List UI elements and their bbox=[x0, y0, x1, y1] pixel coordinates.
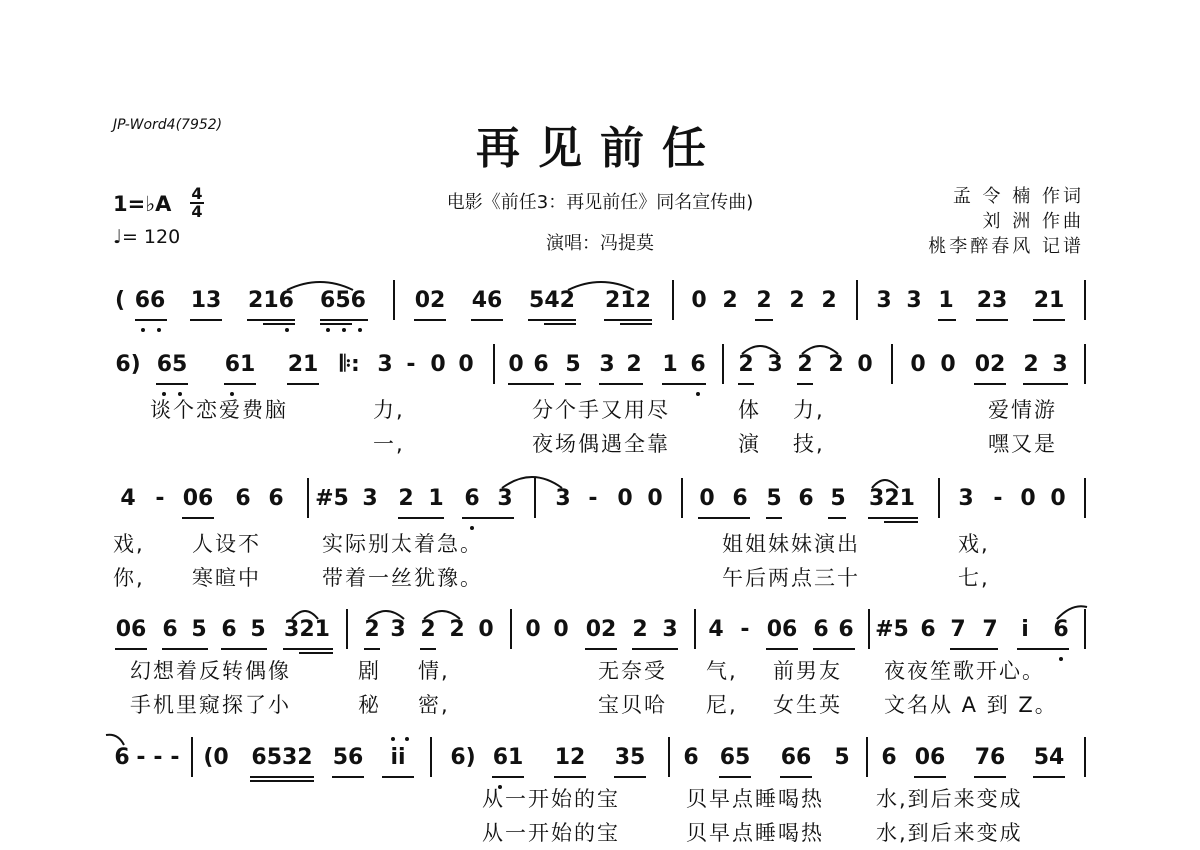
lyric-line-1: 分个手又用尽 bbox=[532, 398, 670, 422]
note-token: 4 bbox=[120, 486, 136, 511]
barline bbox=[430, 737, 432, 777]
lyric-line-2: 从一开始的宝 bbox=[482, 821, 620, 845]
note-token: 6 bbox=[162, 617, 178, 642]
subtitle: 电影《前任3：再见前任》同名宣传曲) bbox=[446, 192, 754, 213]
note-token: 321 bbox=[869, 486, 915, 511]
lyric-line-1: 前男友 bbox=[773, 659, 842, 683]
note-token: 3 bbox=[555, 486, 571, 511]
underline bbox=[332, 776, 364, 778]
barline bbox=[722, 344, 724, 384]
barline bbox=[668, 737, 670, 777]
note-token: 6) bbox=[450, 745, 476, 770]
underline bbox=[938, 319, 956, 321]
underline bbox=[662, 383, 706, 385]
lyric-line-2: 贝早点睡喝热 bbox=[686, 821, 824, 845]
underline bbox=[599, 383, 643, 385]
lyric-line-2: 带着一丝犹豫。 bbox=[322, 566, 483, 590]
underline bbox=[766, 648, 798, 650]
note-token: ( bbox=[114, 288, 126, 313]
lyric-line-1: 谈个恋爱费脑 bbox=[150, 398, 288, 422]
underline bbox=[554, 776, 586, 778]
underline bbox=[585, 648, 617, 650]
underline bbox=[1017, 648, 1069, 650]
lyric-line-1: 夜夜笙歌开心。 bbox=[884, 659, 1045, 683]
low-octave-dot bbox=[342, 328, 346, 332]
underline bbox=[766, 517, 782, 519]
note-token: 2 bbox=[632, 617, 648, 642]
note-token: 2 bbox=[828, 352, 844, 377]
lyricist-credit: 孟 令 楠 作词 bbox=[952, 186, 1084, 207]
lyric-line-2: 技, bbox=[793, 432, 825, 456]
note-token: 61 bbox=[224, 352, 256, 377]
note-token: 0 bbox=[508, 352, 524, 377]
note-token: 13 bbox=[190, 288, 222, 313]
time-signature bbox=[190, 186, 204, 220]
note-token: - bbox=[993, 486, 1003, 511]
note-token: 21 bbox=[1033, 288, 1065, 313]
underline bbox=[813, 648, 855, 650]
barline bbox=[346, 609, 348, 649]
time-top: 4 bbox=[191, 184, 203, 203]
note-token: 2 bbox=[449, 617, 465, 642]
low-octave-dot bbox=[326, 328, 330, 332]
lyric-line-2: 嘿又是 bbox=[988, 432, 1057, 456]
tie-slur bbox=[285, 278, 355, 292]
note-token: 3 bbox=[958, 486, 974, 511]
lyric-line-2: 密, bbox=[418, 693, 450, 717]
lyric-line-2: 演 bbox=[738, 432, 761, 456]
note-token: - bbox=[155, 486, 165, 511]
repeat-sign: 𝄆: bbox=[340, 352, 360, 377]
underline bbox=[471, 319, 503, 321]
note-token: 06 bbox=[914, 745, 946, 770]
note-token: 06 bbox=[182, 486, 214, 511]
barline bbox=[681, 478, 683, 518]
note-token: 02 bbox=[414, 288, 446, 313]
barline bbox=[694, 609, 696, 649]
note-token: (0 bbox=[203, 745, 229, 770]
underline bbox=[828, 517, 846, 519]
barline bbox=[938, 478, 940, 518]
note-token: 0 bbox=[940, 352, 956, 377]
underline bbox=[614, 776, 646, 778]
lyric-line-2: 七, bbox=[958, 566, 990, 590]
note-token: 2 bbox=[821, 288, 837, 313]
note-token: 1 bbox=[662, 352, 678, 377]
note-token: 2 bbox=[789, 288, 805, 313]
note-token: 2 bbox=[722, 288, 738, 313]
note-token: 5 bbox=[766, 486, 782, 511]
underline bbox=[398, 517, 444, 519]
singer: 演唱：冯提莫 bbox=[546, 233, 654, 254]
note-token: 6 bbox=[920, 617, 936, 642]
note-token: - bbox=[740, 617, 750, 642]
underline bbox=[974, 383, 1006, 385]
lyric-line-2: 水,到后来变成 bbox=[876, 821, 1023, 845]
note-token: 212 bbox=[605, 288, 651, 313]
underline bbox=[135, 319, 167, 321]
lyric-line-1: 气, bbox=[706, 659, 738, 683]
note-token: 0 bbox=[430, 352, 446, 377]
note-token: 76 bbox=[974, 745, 1006, 770]
underline bbox=[320, 323, 352, 325]
lyric-line-1: 剧 bbox=[358, 659, 381, 683]
note-token: - bbox=[406, 352, 416, 377]
tie-slur bbox=[500, 472, 564, 490]
underline bbox=[115, 648, 147, 650]
note-token: 0 bbox=[553, 617, 569, 642]
underline bbox=[544, 323, 576, 325]
note-token: 66 bbox=[134, 288, 166, 313]
underline bbox=[738, 383, 754, 385]
underline bbox=[884, 521, 918, 523]
note-token: 321 bbox=[284, 617, 330, 642]
lyric-line-2: 尼, bbox=[706, 693, 738, 717]
source-tag: JP-Word4(7952) bbox=[113, 117, 223, 133]
lyric-line-1: 水,到后来变成 bbox=[876, 787, 1023, 811]
underline bbox=[974, 776, 1006, 778]
note-token: 6) bbox=[115, 352, 141, 377]
underline bbox=[364, 648, 380, 650]
underline bbox=[914, 776, 946, 778]
underline bbox=[156, 383, 188, 385]
note-token: 0 bbox=[478, 617, 494, 642]
composer-credit: 刘 洲 作曲 bbox=[982, 211, 1084, 232]
lyric-line-1: 贝早点睡喝热 bbox=[686, 787, 824, 811]
underline bbox=[320, 319, 368, 321]
note-token: 4 bbox=[708, 617, 724, 642]
tie-slur bbox=[740, 342, 780, 356]
note-token: 2 bbox=[364, 617, 380, 642]
note-token: 656 bbox=[320, 288, 366, 313]
lyric-line-1: 从一开始的宝 bbox=[482, 787, 620, 811]
lyric-line-2: 午后两点三十 bbox=[722, 566, 860, 590]
note-token: 542 bbox=[529, 288, 575, 313]
tie-slur bbox=[870, 476, 900, 490]
lyric-line-2: 你, bbox=[113, 566, 145, 590]
note-token: 2 bbox=[1023, 352, 1039, 377]
note-token: 56 bbox=[332, 745, 364, 770]
note-token: 5 bbox=[565, 352, 581, 377]
tie-slur bbox=[1055, 607, 1089, 621]
underline bbox=[162, 648, 208, 650]
tempo-marking: ♩= 120 bbox=[113, 226, 181, 248]
note-token: 61 bbox=[492, 745, 524, 770]
lyric-line-2: 夜场偶遇全靠 bbox=[532, 432, 670, 456]
lyric-line-2: 宝贝哈 bbox=[598, 693, 667, 717]
underline bbox=[698, 517, 750, 519]
note-token: 6 bbox=[690, 352, 706, 377]
high-octave-dot bbox=[391, 737, 395, 741]
note-token: 7 bbox=[950, 617, 966, 642]
key-signature: 1=♭A bbox=[113, 192, 172, 216]
tie-slur bbox=[566, 278, 636, 292]
lyric-line-1: 无奈受 bbox=[598, 659, 667, 683]
note-token: 2 bbox=[420, 617, 436, 642]
underline bbox=[263, 323, 295, 325]
underline bbox=[283, 648, 333, 650]
note-token: 6 bbox=[813, 617, 829, 642]
underline bbox=[508, 383, 554, 385]
underline bbox=[780, 776, 812, 778]
low-octave-dot bbox=[141, 328, 145, 332]
transcriber-credit: 桃李醉春风 记谱 bbox=[928, 236, 1084, 257]
lyric-line-2: 秘 bbox=[358, 693, 381, 717]
note-token: 23 bbox=[976, 288, 1008, 313]
note-token: 6 bbox=[464, 486, 480, 511]
barline bbox=[393, 280, 395, 320]
note-token: 6 bbox=[1053, 617, 1069, 642]
lyric-line-1: 情, bbox=[418, 659, 450, 683]
note-token: 65 bbox=[156, 352, 188, 377]
lyric-line-1: 戏, bbox=[958, 532, 990, 556]
barline bbox=[1084, 344, 1086, 384]
barline bbox=[866, 737, 868, 777]
barline bbox=[493, 344, 495, 384]
tie-slur bbox=[800, 342, 840, 356]
underline bbox=[1023, 383, 1068, 385]
note-token: 3 bbox=[377, 352, 393, 377]
underline bbox=[247, 319, 295, 321]
barline bbox=[307, 478, 309, 518]
system-5 bbox=[0, 745, 1200, 845]
underline bbox=[632, 648, 678, 650]
song-title: 再见前任 bbox=[476, 123, 724, 174]
note-token: 2 bbox=[756, 288, 772, 313]
note-token: 3 bbox=[599, 352, 615, 377]
underline bbox=[620, 323, 652, 325]
underline bbox=[221, 648, 267, 650]
note-token: 6 bbox=[533, 352, 549, 377]
lyric-line-2: 文名从 A 到 Z。 bbox=[884, 693, 1058, 717]
note-token: 2 bbox=[797, 352, 813, 377]
note-token: 0 bbox=[1050, 486, 1066, 511]
underline bbox=[1033, 776, 1065, 778]
low-octave-dot bbox=[696, 392, 700, 396]
note-token: 54 bbox=[1033, 745, 1065, 770]
lyric-line-1: 体 bbox=[738, 398, 761, 422]
note-token: 3 bbox=[767, 352, 783, 377]
note-token: 3 bbox=[390, 617, 406, 642]
lyric-line-1: 实际别太着急。 bbox=[322, 532, 483, 556]
note-token: 2 bbox=[738, 352, 754, 377]
note-token: 66 bbox=[780, 745, 812, 770]
tie-slur bbox=[422, 607, 462, 621]
underline bbox=[755, 319, 773, 321]
lyric-line-1: 力, bbox=[793, 398, 825, 422]
underline bbox=[1033, 319, 1065, 321]
barline bbox=[1084, 478, 1086, 518]
underline bbox=[190, 319, 222, 321]
note-token: #5 bbox=[315, 486, 349, 511]
note-token: 6 bbox=[798, 486, 814, 511]
tie-slur bbox=[290, 607, 320, 621]
note-token: 6 bbox=[838, 617, 854, 642]
note-token: 46 bbox=[471, 288, 503, 313]
barline bbox=[672, 280, 674, 320]
lyric-line-1: 戏, bbox=[113, 532, 145, 556]
note-token: 12 bbox=[554, 745, 586, 770]
note-token: - bbox=[588, 486, 598, 511]
note-token: 3 bbox=[362, 486, 378, 511]
underline bbox=[565, 383, 581, 385]
note-token: 0 bbox=[617, 486, 633, 511]
lyric-line-2: 手机里窥探了小 bbox=[130, 693, 291, 717]
low-octave-dot bbox=[1059, 657, 1063, 661]
note-token: 6532 bbox=[251, 745, 313, 770]
underline bbox=[719, 776, 751, 778]
note-token: ii bbox=[390, 745, 406, 770]
system-4 bbox=[0, 617, 1200, 717]
underline bbox=[604, 319, 652, 321]
note-token: 5 bbox=[191, 617, 207, 642]
lyric-line-1: 力, bbox=[373, 398, 405, 422]
note-token: 0 bbox=[691, 288, 707, 313]
note-token: 02 bbox=[585, 617, 617, 642]
lyric-line-1: 人设不 bbox=[192, 532, 261, 556]
note-token: 6 bbox=[114, 745, 130, 770]
underline bbox=[528, 319, 576, 321]
underline bbox=[299, 652, 333, 654]
underline bbox=[420, 648, 436, 650]
system-3 bbox=[0, 486, 1200, 590]
note-token: 0 bbox=[525, 617, 541, 642]
note-token: 6 bbox=[235, 486, 251, 511]
underline bbox=[182, 517, 214, 519]
note-token: 2 bbox=[398, 486, 414, 511]
lyric-line-1: 姐姐妹妹演出 bbox=[722, 532, 860, 556]
note-token: - bbox=[170, 745, 180, 770]
underline bbox=[868, 517, 918, 519]
note-token: 35 bbox=[614, 745, 646, 770]
note-token: 06 bbox=[115, 617, 147, 642]
note-token: 06 bbox=[766, 617, 798, 642]
note-token: #5 bbox=[875, 617, 909, 642]
low-octave-dot bbox=[157, 328, 161, 332]
system-2 bbox=[0, 352, 1200, 456]
underline bbox=[950, 648, 998, 650]
note-token: 6 bbox=[683, 745, 699, 770]
underline bbox=[462, 517, 514, 519]
underline bbox=[797, 383, 813, 385]
system-1 bbox=[0, 288, 1200, 334]
note-token: 0 bbox=[699, 486, 715, 511]
note-token: 3 bbox=[906, 288, 922, 313]
underline bbox=[250, 780, 314, 782]
note-token: 02 bbox=[974, 352, 1006, 377]
note-token: - bbox=[153, 745, 163, 770]
note-token: 3 bbox=[1052, 352, 1068, 377]
note-token: 5 bbox=[830, 486, 846, 511]
note-token: 1 bbox=[938, 288, 954, 313]
note-token: - bbox=[136, 745, 146, 770]
barline bbox=[191, 737, 193, 777]
note-token: i bbox=[1021, 617, 1029, 642]
underline bbox=[414, 319, 446, 321]
lyric-line-2: 寒暄中 bbox=[192, 566, 261, 590]
note-token: 6 bbox=[268, 486, 284, 511]
barline bbox=[856, 280, 858, 320]
barline bbox=[1084, 737, 1086, 777]
barline bbox=[1084, 280, 1086, 320]
note-token: 3 bbox=[497, 486, 513, 511]
note-token: 2 bbox=[626, 352, 642, 377]
note-token: 0 bbox=[910, 352, 926, 377]
note-token: 3 bbox=[662, 617, 678, 642]
low-octave-dot bbox=[285, 328, 289, 332]
note-token: 3 bbox=[876, 288, 892, 313]
underline bbox=[382, 776, 414, 778]
note-token: 5 bbox=[250, 617, 266, 642]
note-token: 0 bbox=[1020, 486, 1036, 511]
tie-slur bbox=[366, 607, 406, 621]
underline bbox=[250, 776, 314, 778]
underline bbox=[224, 383, 256, 385]
underline bbox=[287, 383, 319, 385]
lyric-line-2: 女生英 bbox=[773, 693, 842, 717]
note-token: 0 bbox=[857, 352, 873, 377]
note-token: 0 bbox=[458, 352, 474, 377]
note-token: 6 bbox=[221, 617, 237, 642]
underline bbox=[976, 319, 1008, 321]
note-token: 5 bbox=[834, 745, 850, 770]
barline bbox=[891, 344, 893, 384]
underline bbox=[492, 776, 524, 778]
note-token: 216 bbox=[248, 288, 294, 313]
lyric-line-1: 爱情游 bbox=[988, 398, 1057, 422]
high-octave-dot bbox=[405, 737, 409, 741]
time-bottom: 4 bbox=[191, 202, 203, 221]
barline bbox=[868, 609, 870, 649]
note-token: 7 bbox=[982, 617, 998, 642]
note-token: 6 bbox=[732, 486, 748, 511]
note-token: 6 bbox=[881, 745, 897, 770]
lyric-line-1: 幻想着反转偶像 bbox=[130, 659, 291, 683]
lyric-line-2: 一, bbox=[373, 432, 405, 456]
note-token: 0 bbox=[647, 486, 663, 511]
note-token: 21 bbox=[287, 352, 319, 377]
low-octave-dot bbox=[358, 328, 362, 332]
note-token: 65 bbox=[719, 745, 751, 770]
barline bbox=[510, 609, 512, 649]
note-token: 1 bbox=[428, 486, 444, 511]
